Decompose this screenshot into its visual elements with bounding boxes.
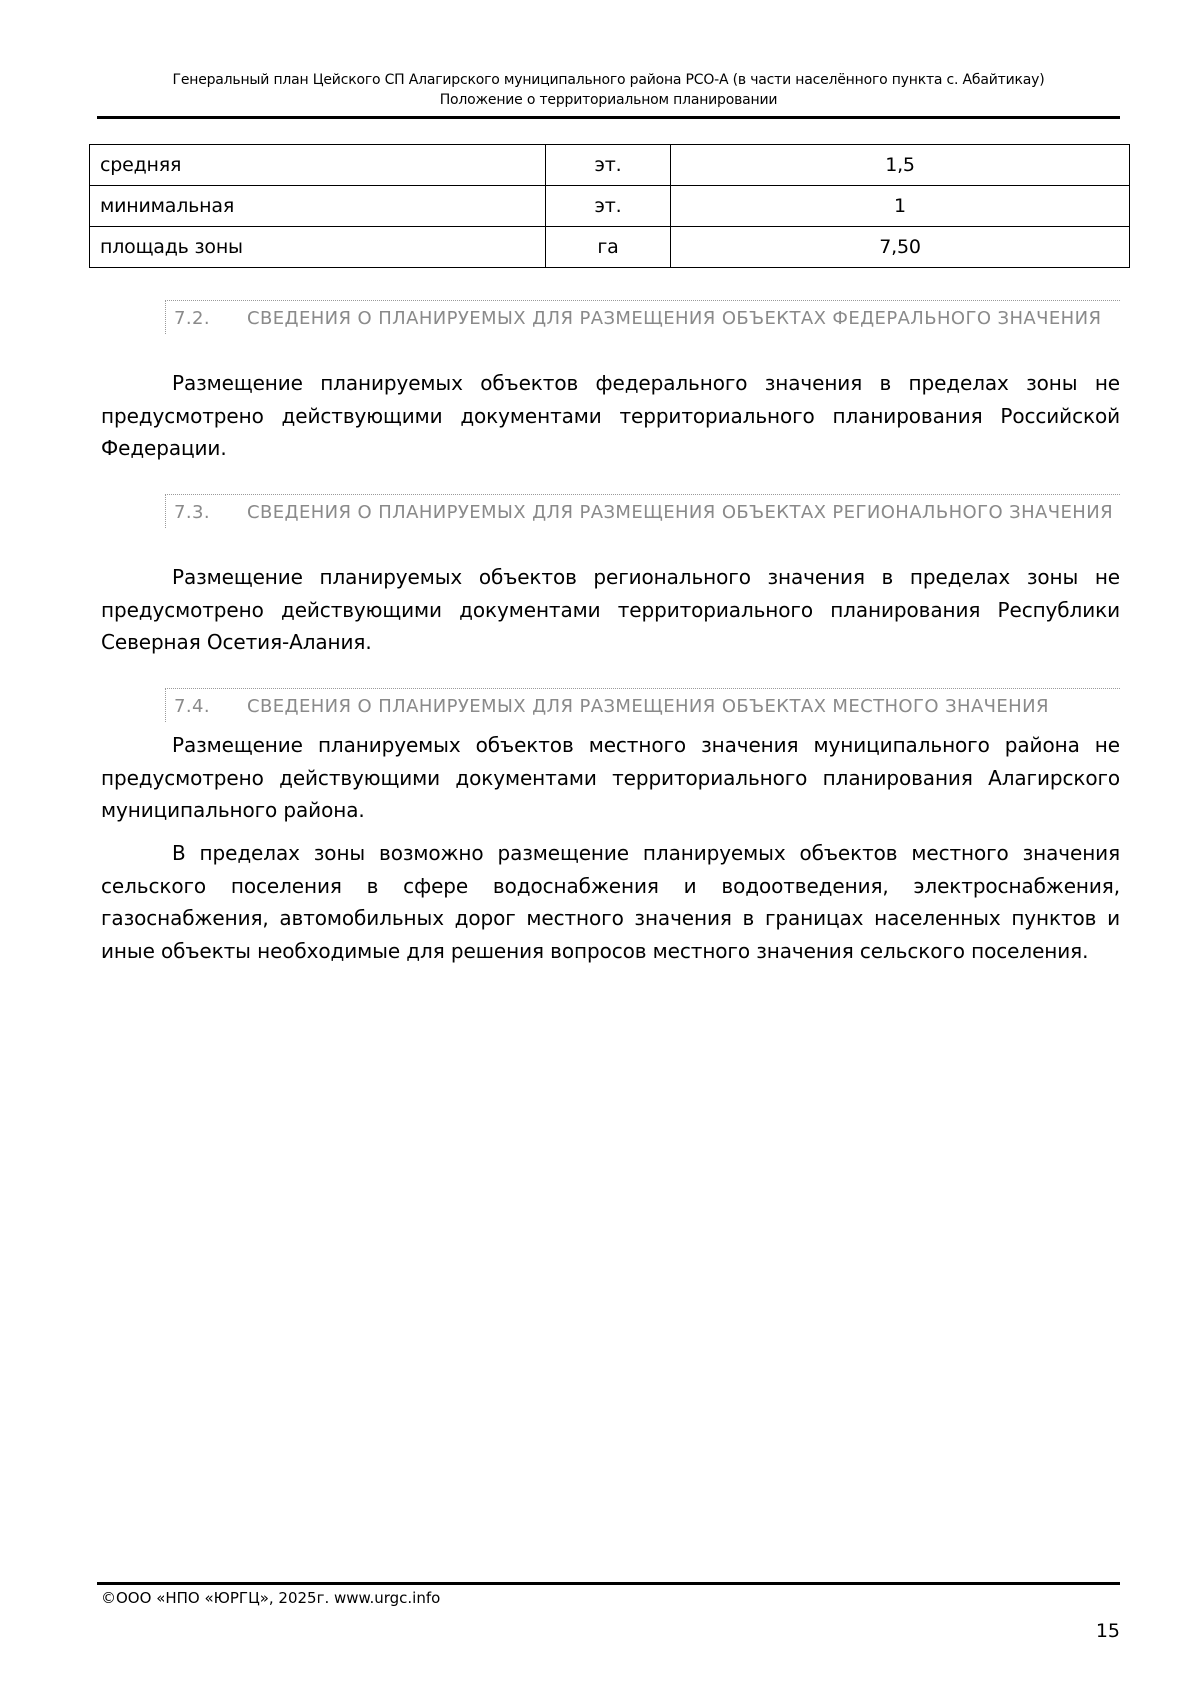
section-number: 7.3. (174, 502, 210, 523)
header-divider (97, 116, 1120, 119)
table-cell-value: 1 (671, 186, 1130, 227)
section-heading-7-2 (165, 300, 1120, 334)
table-cell-unit: эт. (546, 186, 671, 227)
paragraph-local-possible: В пределах зоны возможно размещение планируемых объектов местного значения сельского поселения в сфере водоснабжения и водоотведения, электроснабжения, газоснабжения, автомобильных дорог местного значения в границах населенных пунктов и иные объекты необходимые для решения вопросов местного значения сельского поселения. (101, 841, 1120, 963)
table-cell-unit: эт. (546, 145, 671, 186)
section-heading-7-3 (165, 494, 1120, 528)
section-title: СВЕДЕНИЯ О ПЛАНИРУЕМЫХ ДЛЯ РАЗМЕЩЕНИЯ ОБЪЕКТАХ РЕГИОНАЛЬНОГО ЗНАЧЕНИЯ (247, 502, 1113, 523)
section-number: 7.4. (174, 696, 210, 717)
section-title: СВЕДЕНИЯ О ПЛАНИРУЕМЫХ ДЛЯ РАЗМЕЩЕНИЯ ОБЪЕКТАХ МЕСТНОГО ЗНАЧЕНИЯ (247, 696, 1049, 717)
table-cell-name: средняя (90, 145, 546, 186)
table-cell-name: минимальная (90, 186, 546, 227)
paragraph-federal: Размещение планируемых объектов федерального значения в пределах зоны не предусмотрено действующими документами территориального планирования Российской Федерации. (101, 371, 1120, 460)
footer-copyright: ©ООО «НПО «ЮРГЦ», 2025г. www.urgc.info (101, 1589, 441, 1607)
section-title: СВЕДЕНИЯ О ПЛАНИРУЕМЫХ ДЛЯ РАЗМЕЩЕНИЯ ОБЪЕКТАХ ФЕДЕРАЛЬНОГО ЗНАЧЕНИЯ (247, 308, 1102, 329)
document-title: Генеральный план Цейского СП Алагирского муниципального района РСО-А (в части населённого пункта с. Абайтикау) (172, 72, 1045, 88)
table-cell-value: 1,5 (671, 145, 1130, 186)
table-row (90, 227, 1130, 268)
table-cell-unit: га (546, 227, 671, 268)
section-heading-7-4 (165, 688, 1120, 722)
section-number: 7.2. (174, 308, 210, 329)
page-header (97, 70, 1120, 110)
footer-divider (97, 1582, 1120, 1585)
table-cell-value: 7,50 (671, 227, 1130, 268)
table-cell-name: площадь зоны (90, 227, 546, 268)
document-subtitle: Положение о территориальном планировании (439, 92, 778, 108)
paragraph-local: Размещение планируемых объектов местного значения муниципального района не предусмотрено действующими документами территориального планирования Алагирского муниципального района. (101, 733, 1120, 822)
table-row (90, 186, 1130, 227)
table-row (90, 145, 1130, 186)
parameters-table (89, 144, 1130, 268)
paragraph-regional: Размещение планируемых объектов регионального значения в пределах зоны не предусмотрено действующими документами территориального планирования Республики Северная Осетия-Алания. (101, 565, 1120, 654)
page-number: 15 (1095, 1620, 1120, 1642)
